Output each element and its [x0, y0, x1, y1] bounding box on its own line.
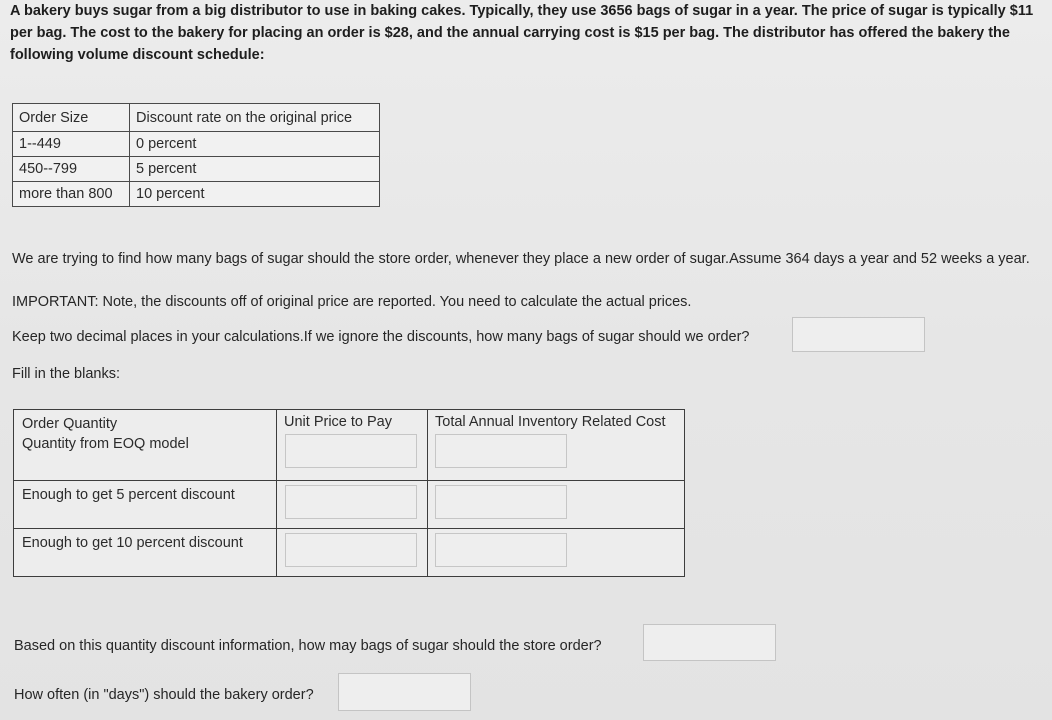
total-cost-input-5-percent[interactable]: [435, 485, 567, 519]
fill-in-table: [13, 409, 685, 577]
discount-rate-cell: 5 percent: [130, 157, 380, 182]
row-label-10-percent: Enough to get 10 percent discount: [22, 535, 243, 551]
order-quantity-cell: [14, 529, 277, 577]
table-row: [13, 182, 380, 207]
unit-price-input-5-percent[interactable]: [285, 485, 417, 519]
order-days-answer-input[interactable]: [338, 673, 471, 711]
order-size-cell: 1--449: [13, 132, 130, 157]
table-row: [14, 529, 685, 577]
table-row: [13, 157, 380, 182]
table-row: [14, 481, 685, 529]
total-cost-cell: [428, 529, 685, 577]
order-quantity-cell: [14, 481, 277, 529]
total-cost-cell: [428, 410, 685, 481]
discount-rate-cell: 0 percent: [130, 132, 380, 157]
total-cost-cell: [428, 481, 685, 529]
important-note: IMPORTANT: Note, the discounts off of original price are reported. You need to calculate the actual prices.: [12, 294, 692, 310]
question-discount-order: Based on this quantity discount information, how may bags of sugar should the store order?: [14, 638, 602, 654]
order-size-cell: more than 800: [13, 182, 130, 207]
order-size-cell: 450--799: [13, 157, 130, 182]
unit-price-input-eoq[interactable]: [285, 434, 417, 468]
header-order-quantity: Order Quantity: [22, 416, 118, 432]
problem-context: We are trying to find how many bags of sugar should the store order, whenever they place a new order of sugar.Assume 364 days a year and 52 weeks a year.: [12, 251, 1030, 267]
header-unit-price: Unit Price to Pay: [284, 414, 392, 430]
unit-price-cell: [277, 481, 428, 529]
question-order-frequency: How often (in "days") should the bakery order?: [14, 687, 314, 703]
total-cost-input-10-percent[interactable]: [435, 533, 567, 567]
order-quantity-cell: [14, 410, 277, 481]
row-label-eoq: Quantity from EOQ model: [22, 436, 189, 452]
table-row: [14, 410, 685, 481]
unit-price-cell: [277, 410, 428, 481]
unit-price-input-10-percent[interactable]: [285, 533, 417, 567]
total-cost-input-eoq[interactable]: [435, 434, 567, 468]
header-order-size: Order Size: [13, 104, 130, 132]
discount-rate-cell: 10 percent: [130, 182, 380, 207]
eoq-answer-input[interactable]: [792, 317, 925, 352]
discount-schedule-table: [12, 103, 380, 207]
table-row: [13, 132, 380, 157]
table-header-row: [13, 104, 380, 132]
question-eoq: Keep two decimal places in your calculations.If we ignore the discounts, how many bags of sugar should we order?: [12, 329, 750, 345]
problem-intro: A bakery buys sugar from a big distributor to use in baking cakes. Typically, they use 3656 bags of sugar in a year. The price of sugar is typically $11 per bag. The cost to the bakery for placing an order is $28, and the annual carrying cost is $15 per bag. The distributor has offered the bakery the following volume discount schedule:: [10, 3, 1034, 63]
fill-blanks-label: Fill in the blanks:: [12, 366, 120, 382]
header-total-cost: Total Annual Inventory Related Cost: [435, 414, 666, 430]
header-discount-rate: Discount rate on the original price: [130, 104, 380, 132]
discount-order-answer-input[interactable]: [643, 624, 776, 661]
row-label-5-percent: Enough to get 5 percent discount: [22, 487, 235, 503]
unit-price-cell: [277, 529, 428, 577]
